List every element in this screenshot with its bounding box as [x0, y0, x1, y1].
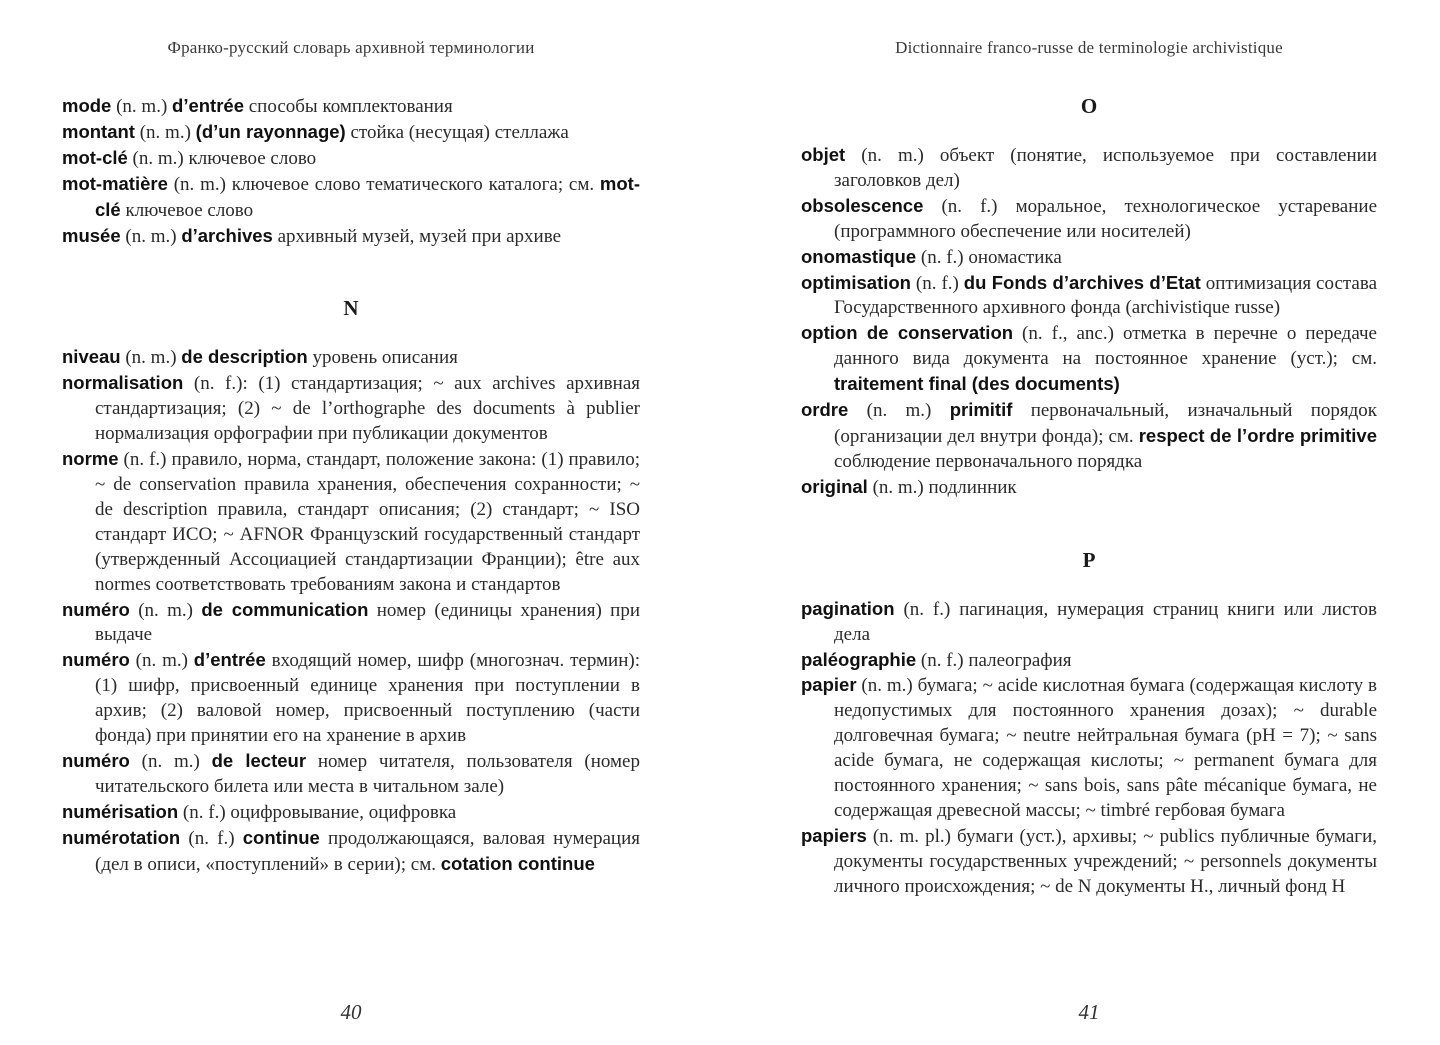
- dictionary-entry: [801, 194, 1377, 245]
- headword: papier: [801, 674, 857, 696]
- definition-text: (n. m.): [111, 96, 173, 117]
- dictionary-entry: [62, 598, 640, 649]
- definition-text: (n. f.) ономастика: [916, 246, 1062, 268]
- dictionary-entry: [801, 321, 1377, 398]
- definition-text: (n. f.) палеография: [916, 649, 1072, 671]
- headword: numéro: [62, 649, 130, 671]
- headword: mode: [62, 95, 112, 116]
- definition-text: (n. m.) бумага; ~ acide кислотная бумага (содержащая кислоту в недопустимых для постоянного хранения дозах); ~ durable долговечная бумага; ~ neutre нейтральная бумага (pH = 7); ~ sans acide бумага, не содержащая кислоты; ~ permanent бумага для постоянного хранения; ~ sans bois, sans pâte mécanique бумага, не содержащая древесной массы; ~ timbré гербовая бумага: [834, 675, 1377, 821]
- definition-text: (n. f.) оцифровывание, оцифровка: [178, 801, 457, 823]
- left-page: [62, 0, 640, 1045]
- definition-text: входящий номер, шифр (многознач. термин): (1) шифр, присвоенный единице хранения при поступлении в архив; (2) валовой номер, присвоенный поступлению (части фонда) при принятии его на хранение в архив: [95, 650, 640, 747]
- headword: objet: [801, 144, 846, 165]
- headword: cotation continue: [440, 852, 595, 874]
- headword: numéro: [62, 749, 130, 771]
- entry-group-o: [801, 143, 1377, 501]
- definition-text: (n. f.): [180, 827, 243, 849]
- dictionary-entry: [62, 94, 640, 120]
- definition-text: номер (единицы хранения) при выдаче: [95, 599, 640, 646]
- headword: primitif: [949, 399, 1013, 421]
- section-letter-p: P: [1082, 547, 1096, 572]
- headword: numéro: [62, 598, 130, 620]
- page-content: [801, 94, 1377, 900]
- headword: numérisation: [62, 800, 179, 822]
- definition-text: (n. f., anc.) отметка в перечне о передаче данного вида документа на постоянное хранение (уст.); см.: [834, 323, 1377, 370]
- dictionary-entry: [801, 673, 1377, 823]
- dictionary-entry: [62, 648, 640, 749]
- headword: de description: [181, 346, 308, 368]
- definition-text: (n. m. pl.) бумаги (уст.), архивы; ~ publics публичные бумаги, документы государственных учреждений; ~ personnels документы личного происхождения; ~ de N документы Н., личный фонд Н: [834, 825, 1377, 897]
- definition-text: (n. m.) ключевое слово тематического каталога; см.: [167, 173, 600, 195]
- headword: du Fonds d’archives d’Etat: [963, 271, 1201, 293]
- dictionary-entry: [801, 475, 1377, 501]
- headword: respect de l’ordre primitive: [1138, 424, 1377, 446]
- headword: traitement final (des documents): [834, 373, 1120, 395]
- definition-text: (n. m.): [129, 750, 212, 772]
- definition-text: оптимизация состава Государственного архивного фонда (archivistique russe): [834, 272, 1378, 319]
- dictionary-entry: [62, 146, 640, 172]
- definition-text: (n. f.): (1) стандартизация; ~ aux archives архивная стандартизация; (2) ~ de l’orthographe des documents à publier нормализация орфографии при публикации документов: [95, 373, 640, 445]
- definition-text: (n. m.) объект (понятие, используемое при составлении заголовков дел): [834, 145, 1377, 191]
- headword: numérotation: [62, 826, 181, 848]
- headword: mot-clé: [95, 172, 640, 220]
- headword: onomastique: [801, 245, 917, 267]
- headword: mot-matière: [62, 172, 168, 194]
- running-head: Франко-русский словарь архивной терминологии: [167, 38, 535, 57]
- section-letter-n: N: [343, 296, 359, 321]
- entry-group-n: [62, 345, 640, 877]
- definition-text: (n. f.) пагинация, нумерация страниц книги или листов дела: [834, 598, 1377, 645]
- page-number: 41: [1078, 1000, 1100, 1024]
- definition-text: (n. m.): [120, 225, 182, 247]
- dictionary-entry: [801, 143, 1377, 194]
- definition-text: уровень описания: [307, 347, 458, 369]
- definition-text: стойка (несущая) стеллажа: [345, 121, 569, 143]
- headword: (d’un rayonnage): [195, 120, 346, 142]
- definition-text: (n. m.): [129, 599, 202, 621]
- dictionary-entry: [62, 371, 640, 447]
- headword: option de conservation: [801, 322, 1014, 344]
- headword: obsolescence: [801, 194, 924, 216]
- dictionary-entry: [801, 271, 1377, 322]
- headword: d’entrée: [172, 95, 244, 116]
- definition-text: (n. m.) ключевое слово: [127, 147, 317, 169]
- headword: original: [801, 475, 868, 497]
- dictionary-entry: [801, 398, 1377, 475]
- dictionary-entry: [62, 447, 640, 597]
- section-letter-o: O: [1080, 94, 1098, 118]
- definition-text: продолжающаяся, валовая нумерация (дел в описи, «поступлений» в серии); см.: [95, 827, 641, 875]
- dictionary-entry: [801, 597, 1377, 648]
- definition-text: (n. m.): [848, 400, 950, 422]
- headword: ordre: [801, 399, 849, 421]
- entry-group-m: [62, 94, 640, 249]
- definition-text: (n. m.): [134, 121, 196, 143]
- headword: normalisation: [62, 372, 184, 394]
- headword: niveau: [62, 346, 121, 368]
- headword: continue: [242, 826, 320, 848]
- headword: optimisation: [801, 271, 911, 293]
- headword: d’entrée: [193, 649, 266, 671]
- definition-text: архивный музей, музей при архиве: [272, 225, 562, 247]
- dictionary-entry: [801, 648, 1377, 674]
- definition-text: (n. m.): [120, 347, 182, 369]
- entry-group-p: [801, 597, 1377, 900]
- dictionary-entry: [62, 749, 640, 800]
- definition-text: (n. f.): [910, 272, 964, 294]
- definition-text: ключевое слово: [120, 199, 254, 221]
- definition-text: (n. m.): [129, 650, 194, 672]
- headword: de lecteur: [211, 749, 307, 771]
- dictionary-entry: [62, 800, 640, 826]
- headword: montant: [62, 120, 135, 142]
- definition-text: (n. f.) правило, норма, стандарт, положение закона: (1) правило; ~ de conservation правила хранения, обеспечения сохранности; ~ de description правила, стандарт описания; (2) стандарт; ~ ISO стандарт ИСО; ~ AFNOR Французский государственный стандарт (утвержденный Ассоциацией стандартизации Франции); être aux normes соответствовать требованиям закона и стандартов: [95, 449, 640, 595]
- page-content: [62, 94, 640, 877]
- headword: mot-clé: [62, 146, 128, 168]
- dictionary-entry: [62, 172, 640, 224]
- headword: papiers: [801, 824, 867, 846]
- dictionary-entry: [62, 826, 640, 878]
- dictionary-entry: [62, 224, 640, 250]
- headword: norme: [62, 448, 119, 470]
- dictionary-entry: [801, 245, 1377, 271]
- dictionary-entry: [62, 120, 640, 146]
- headword: paléographie: [801, 648, 917, 670]
- headword: musée: [62, 224, 121, 246]
- dictionary-entry: [62, 345, 640, 371]
- definition-text: (n. f.) моральное, технологическое устаревание (программного обеспечение или носителей): [834, 195, 1377, 242]
- running-head: Dictionnaire franco-russe de terminologie archivistique: [895, 38, 1283, 57]
- page-number: 40: [340, 1000, 362, 1024]
- definition-text: первоначальный, изначальный порядок (организации дел внутри фонда); см.: [834, 400, 1377, 447]
- definition-text: соблюдение первоначального порядка: [834, 450, 1143, 472]
- headword: de communication: [201, 598, 369, 620]
- right-page: [801, 0, 1377, 1045]
- definition-text: (n. m.) подлинник: [867, 476, 1017, 498]
- definition-text: номер читателя, пользователя (номер читательского билета или места в читальном зале): [95, 750, 640, 797]
- definition-text: способы комплектования: [244, 96, 453, 117]
- dictionary-entry: [801, 824, 1377, 900]
- headword: pagination: [801, 597, 895, 619]
- headword: d’archives: [181, 224, 273, 246]
